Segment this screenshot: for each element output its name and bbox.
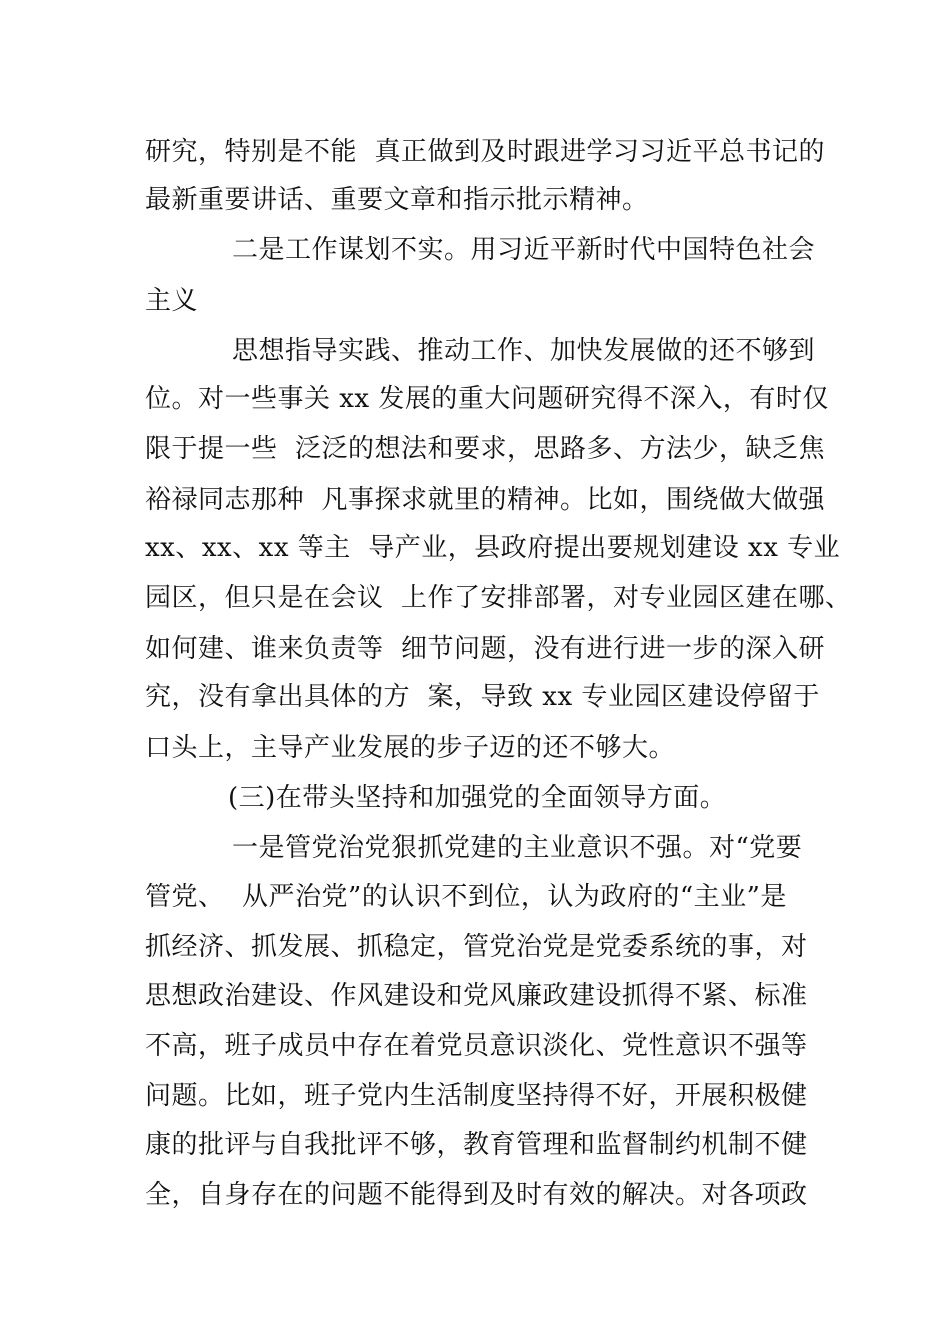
text-line: 问题。比如，班子党内生活制度坚持得不好，开展积极健	[145, 1081, 808, 1111]
text-line: 位。对一些事关 xx 发展的重大问题研究得不深入，有时仅	[145, 384, 829, 414]
text-line: 究，没有拿出具体的方 案，导致 xx 专业园区建设停留于	[145, 682, 820, 712]
section-heading: (三)在带头坚持和加强党的全面领导方面。	[228, 783, 727, 813]
text-line: 康的批评与自我批评不够，教育管理和监督制约机制不健	[145, 1130, 808, 1160]
text-line: 管党、 从严治党”的认识不到位，认为政府的“主业”是	[145, 882, 787, 912]
text-line: 限于提一些 泛泛的想法和要求，思路多、方法少，缺乏焦	[145, 434, 826, 464]
text-line: 主义	[145, 286, 199, 316]
text-line: 思想指导实践、推动工作、加快发展做的还不够到	[232, 336, 816, 366]
text-line: 抓经济、抓发展、抓稳定，管党治党是党委系统的事，对	[145, 932, 808, 962]
text-line: 全，自身存在的问题不能得到及时有效的解决。对各项政	[145, 1180, 808, 1210]
text-line: 最新重要讲话、重要文章和指示批示精神。	[145, 185, 649, 215]
text-line: 裕禄同志那种 凡事探求就里的精神。比如，围绕做大做强	[145, 485, 826, 515]
text-line: 二是工作谋划不实。用习近平新时代中国特色社会	[232, 235, 816, 265]
text-line: 不高，班子成员中存在着党员意识淡化、党性意识不强等	[145, 1031, 808, 1061]
text-line: 口头上，主导产业发展的步子迈的还不够大。	[145, 733, 676, 763]
text-line: 如何建、谁来负责等 细节问题，没有进行进一步的深入研	[145, 634, 826, 664]
text-line: 思想政治建设、作风建设和党风廉政建设抓得不紧、标准	[145, 981, 808, 1011]
text-line: 一是管党治党狠抓党建的主业意识不强。对“党要	[232, 833, 803, 863]
text-line: 园区，但只是在会议 上作了安排部署，对专业园区建在哪、	[145, 583, 852, 613]
text-line: xx、xx、xx 等主 导产业，县政府提出要规划建设 xx 专业	[145, 533, 841, 563]
text-line: 研究，特别是不能 真正做到及时跟进学习习近平总书记的	[145, 137, 826, 167]
